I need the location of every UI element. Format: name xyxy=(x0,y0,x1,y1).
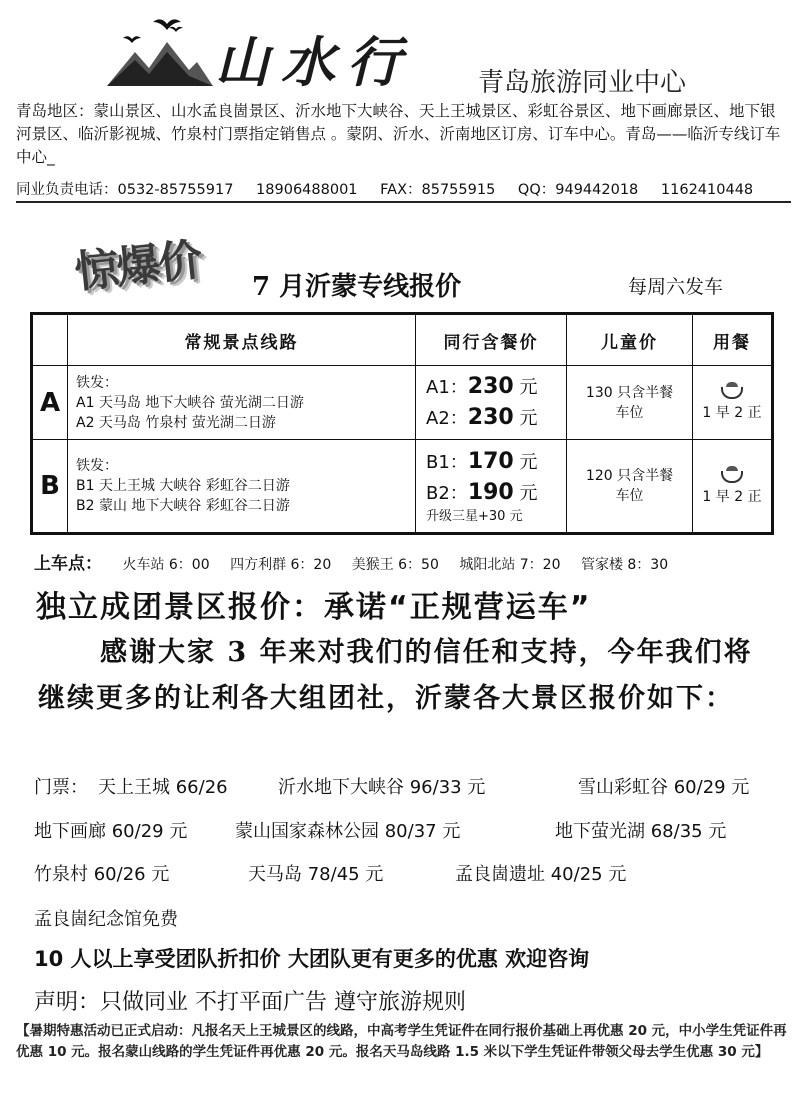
route-cell xyxy=(68,440,416,534)
ticket-item: 竹泉村 60/26 元 xyxy=(34,864,170,885)
ticket-item: 孟良崮遗址 40/25 元 xyxy=(455,864,627,885)
price-line: B1：170 元 xyxy=(426,449,538,474)
group-discount-text: 10 人以上享受团队折扣价 大团队更有更多的优惠 欢迎咨询 xyxy=(34,947,590,971)
boarding-points xyxy=(34,549,684,574)
route-cell xyxy=(68,366,416,440)
hotline-fax: FAX：85755915 xyxy=(380,182,496,198)
promo-badge: 惊爆价 xyxy=(72,234,203,299)
hotline-mobile: 18906488001 xyxy=(256,182,358,198)
hotline-phone: 同业负责电话：0532-85755917 xyxy=(16,182,234,198)
ticket-item: 地下萤光湖 68/35 元 xyxy=(555,821,727,842)
promo-schedule: 每周六发车 xyxy=(628,276,724,298)
route-line: 铁发： xyxy=(76,374,118,391)
header-price: 同行含餐价 xyxy=(416,314,567,366)
mountain-logo-icon xyxy=(105,12,215,92)
table-row xyxy=(32,440,773,534)
route-line: A1 天马岛 地下大峡谷 萤光湖二日游 xyxy=(76,394,304,411)
bowl-icon xyxy=(721,387,743,399)
boarding-stop: 管家楼 8：30 xyxy=(580,557,669,573)
boarding-stop: 火车站 6：00 xyxy=(122,557,210,573)
ticket-item: 天上王城 66/26 xyxy=(98,777,228,798)
hotline-qq2: 1162410448 xyxy=(660,182,754,198)
upgrade-note: 升级三星+30 元 xyxy=(426,509,523,524)
ticket-item: 孟良崮纪念馆免费 xyxy=(34,909,178,930)
price-line: A2：230 元 xyxy=(426,404,538,430)
statement-text: 声明：只做同业 不打平面广告 遵守旅游规则 xyxy=(34,990,466,1015)
hotline-qq: QQ：949442018 xyxy=(517,182,639,198)
route-line: B2 蒙山 地下大峡谷 彩虹谷二日游 xyxy=(76,498,290,514)
route-line: A2 天马岛 竹泉村 萤光湖二日游 xyxy=(76,414,276,431)
table-row xyxy=(32,366,773,440)
ticket-item: 沂水地下大峡谷 96/33 元 xyxy=(278,777,486,798)
ticket-item: 蒙山国家森林公园 80/37 元 xyxy=(235,821,461,842)
bowl-icon xyxy=(721,471,743,483)
child-price-cell: 120 只含半餐车位 xyxy=(567,440,693,534)
ticket-label: 门票： xyxy=(34,777,88,798)
boarding-stop: 美猴王 6：50 xyxy=(351,557,439,573)
ticket-item: 天马岛 78/45 元 xyxy=(248,864,384,885)
price-cell xyxy=(416,440,567,534)
header-child-price: 儿童价 xyxy=(567,314,693,366)
ticket-item: 地下画廊 60/29 元 xyxy=(34,821,188,842)
promo-title: 7 月沂蒙专线报价 xyxy=(252,272,462,302)
table-header-row xyxy=(32,314,773,366)
boarding-stop: 四方利群 6：20 xyxy=(230,557,332,573)
header-route: 常规景点线路 xyxy=(68,314,416,366)
header-meal: 用餐 xyxy=(693,314,773,366)
section-title: 独立成团景区报价：承诺“正规营运车” xyxy=(36,590,592,625)
route-line: 铁发： xyxy=(76,458,118,474)
boarding-stop: 城阳北站 7：20 xyxy=(459,557,561,573)
brand-subtitle: 青岛旅游同业中心 xyxy=(478,68,687,98)
boarding-label: 上车点： xyxy=(34,554,102,574)
price-line: B2：190 元 xyxy=(426,480,538,505)
thanks-paragraph: 感谢大家 3 年来对我们的信任和支持，今年我们将继续更多的让利各大组团社，沂蒙各大景区报价如下： xyxy=(38,637,753,714)
child-price-cell: 130 只含半餐车位 xyxy=(567,366,693,440)
price-table xyxy=(30,312,774,535)
row-code: A xyxy=(32,366,68,440)
route-line: B1 天上王城 大峡谷 彩虹谷二日游 xyxy=(76,478,290,494)
summer-notice: 【暑期特惠活动已正式启动：凡报名天上王城景区的线路，中高考学生凭证件在同行报价基础上再优惠 20 元，中小学生凭证件再优惠 10 元。报名蒙山线路的学生凭证件再优惠 20 元。报名天马岛线路 1.5 米以下学生凭证件带领父母去学生优惠 30 元】 xyxy=(16,1023,787,1060)
intro-text: 青岛地区：蒙山景区、山水孟良崮景区、沂水地下大峡谷、天上王城景区、彩虹谷景区、地下画廊景区、地下银河景区、临沂影视城、竹泉村门票指定销售点 。蒙阴、沂水、沂南地区订房、订车中心。青岛——临沂专线订车中心_ xyxy=(16,102,781,166)
ticket-item: 雪山彩虹谷 60/29 元 xyxy=(578,777,750,798)
row-code: B xyxy=(32,440,68,534)
header-code xyxy=(32,314,68,366)
price-line: A1：230 元 xyxy=(426,373,538,399)
meal-cell: 1 早 2 正 xyxy=(693,366,773,440)
price-cell xyxy=(416,366,567,440)
brand-name: 山水行 xyxy=(215,30,413,94)
meal-cell: 1 早 2 正 xyxy=(693,440,773,534)
hotline-bar xyxy=(16,178,791,203)
